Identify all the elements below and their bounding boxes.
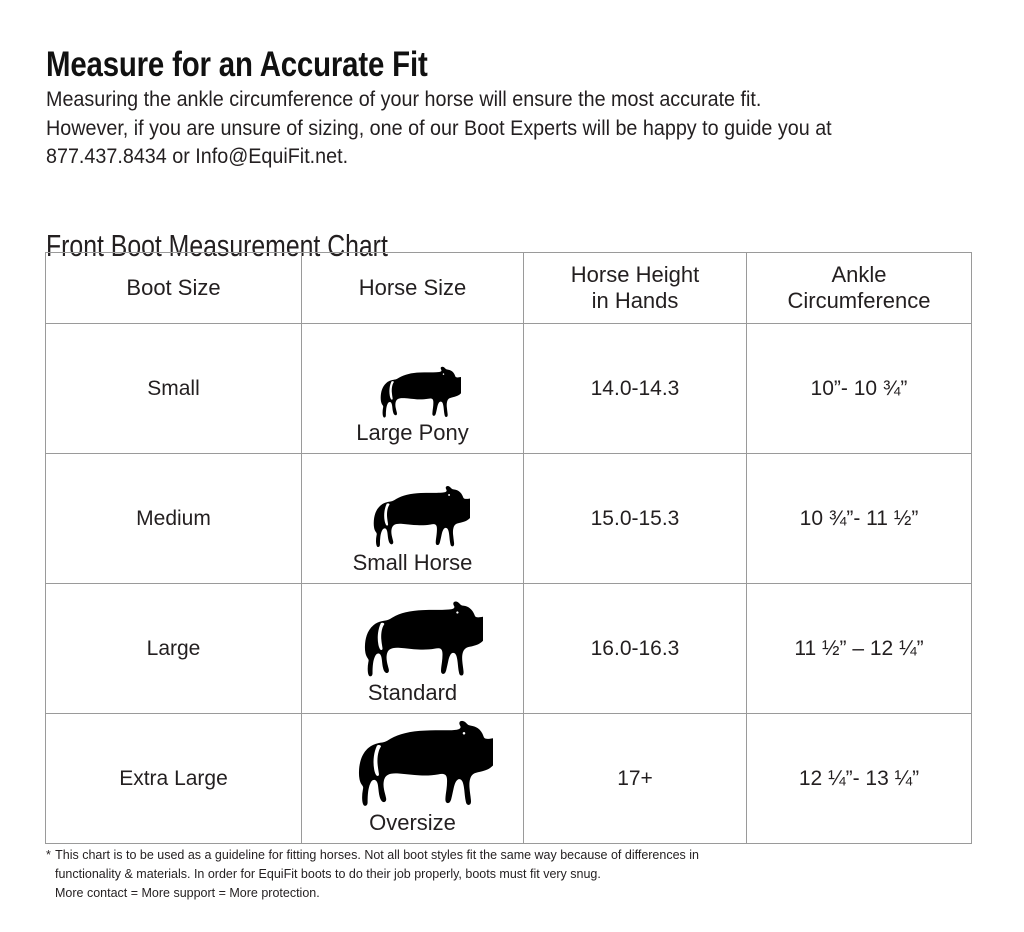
table-header-row bbox=[46, 253, 972, 324]
front-boot-measurement-table bbox=[45, 252, 972, 844]
column-header-label: Ankle bbox=[831, 262, 887, 287]
footnote-marker: * bbox=[46, 848, 52, 862]
horse-size-label: Standard bbox=[367, 679, 458, 705]
chart-heading: Front Boot Measurement Chart bbox=[46, 227, 388, 263]
cell-boot-size: Large bbox=[46, 584, 302, 714]
horse-silhouette-icon bbox=[342, 599, 483, 680]
cell-boot-size: Small bbox=[46, 324, 302, 454]
cell-ankle-circumference: 12 ¼”- 13 ¼” bbox=[747, 714, 972, 844]
intro-line-2: However, if you are unsure of sizing, one of our Boot Experts will be happy to guide you at bbox=[46, 116, 832, 140]
horse-size-label: Large Pony bbox=[356, 419, 469, 445]
cell-horse-size bbox=[302, 324, 524, 454]
table-row bbox=[46, 584, 972, 714]
footnote bbox=[46, 846, 746, 903]
intro-line-3: 877.437.8434 or Info@EquiFit.net. bbox=[46, 145, 349, 168]
cell-horse-size bbox=[302, 714, 524, 844]
cell-horse-height: 14.0-14.3 bbox=[524, 324, 747, 454]
column-header-horse-height bbox=[524, 253, 747, 324]
cell-boot-size: Medium bbox=[46, 454, 302, 584]
cell-ankle-circumference: 11 ½” – 12 ¼” bbox=[747, 584, 972, 714]
table-row bbox=[46, 454, 972, 584]
table-row bbox=[46, 324, 972, 454]
column-header-label-line2: in Hands bbox=[591, 288, 679, 313]
column-header-label: Horse Size bbox=[358, 275, 467, 300]
cell-ankle-circumference: 10 ¾”- 11 ½” bbox=[747, 454, 972, 584]
footnote-text: This chart is to be used as a guideline for fitting horses. Not all boot styles fit the same way because of differences in bbox=[55, 848, 699, 862]
footnote-line-3: More contact = More support = More protection. bbox=[55, 886, 320, 900]
cell-horse-height: 15.0-15.3 bbox=[524, 454, 747, 584]
column-header-label: Boot Size bbox=[126, 275, 221, 300]
horse-silhouette-icon bbox=[365, 365, 461, 420]
cell-ankle-circumference: 10”- 10 ¾” bbox=[747, 324, 972, 454]
cell-horse-size bbox=[302, 584, 524, 714]
column-header-horse-size bbox=[302, 253, 524, 324]
page-title: Measure for an Accurate Fit bbox=[46, 45, 428, 85]
horse-size-label: Oversize bbox=[369, 809, 456, 835]
cell-boot-size: Extra Large bbox=[46, 714, 302, 844]
intro-line-1: Measuring the ankle circumference of your horse will ensure the most accurate fit. bbox=[46, 88, 762, 111]
column-header-label: Horse Height bbox=[570, 262, 700, 287]
footnote-line-1 bbox=[46, 846, 746, 865]
horse-silhouette-icon bbox=[333, 718, 493, 810]
cell-horse-size bbox=[302, 454, 524, 584]
column-header-ankle-circumference bbox=[747, 253, 972, 324]
column-header-boot-size bbox=[46, 253, 302, 324]
intro-paragraph bbox=[46, 86, 967, 172]
horse-size-label: Small Horse bbox=[352, 549, 473, 575]
footnote-line-2: functionality & materials. In order for EquiFit boots to do their job properly, boots must fit very snug. bbox=[55, 867, 601, 881]
cell-horse-height: 17+ bbox=[524, 714, 747, 844]
table-row bbox=[46, 714, 972, 844]
column-header-label-line2: Circumference bbox=[787, 288, 931, 313]
cell-horse-height: 16.0-16.3 bbox=[524, 584, 747, 714]
horse-silhouette-icon bbox=[355, 484, 470, 550]
